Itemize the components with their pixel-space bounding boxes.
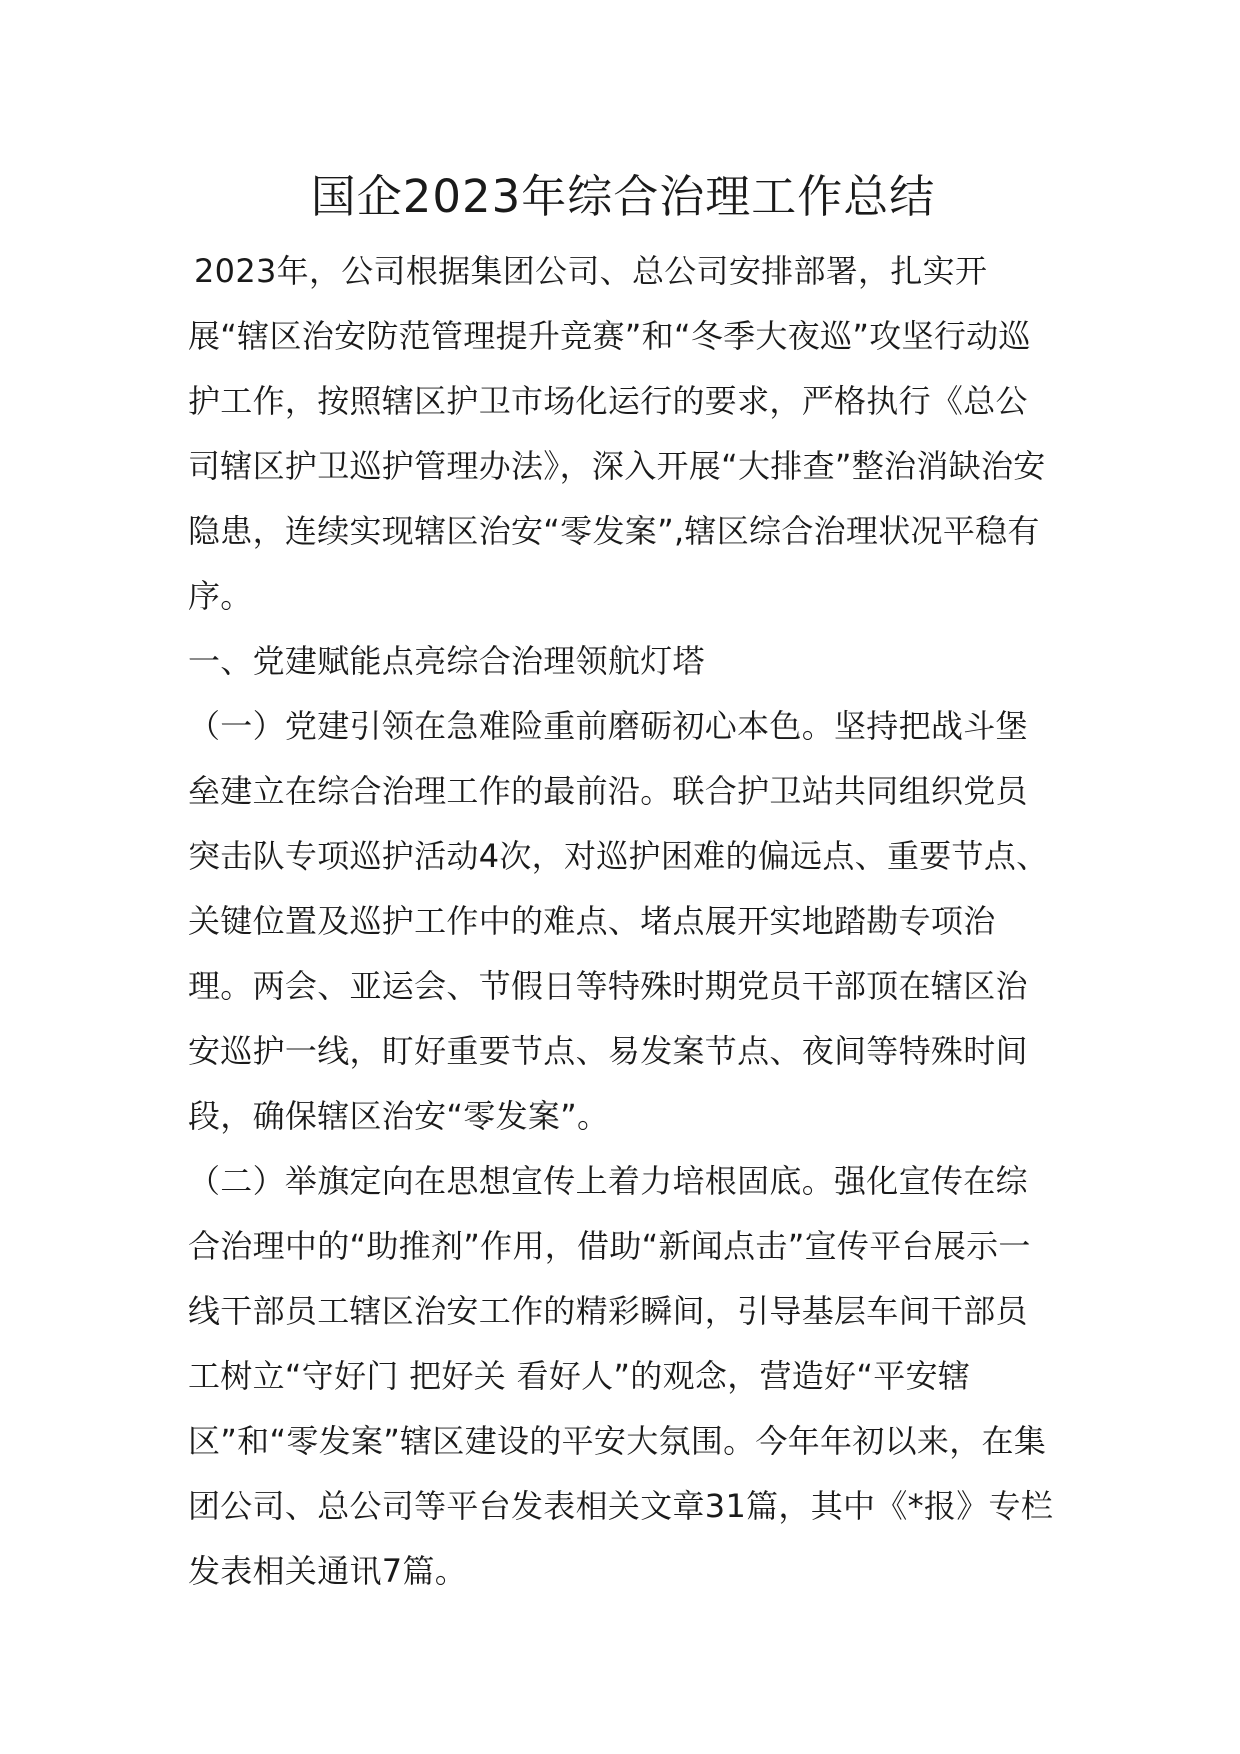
intro-paragraph: 2023年，公司根据集团公司、总公司安排部署，扎实开展“辖区治安防范管理提升竞赛”和“冬季大夜巡”攻坚行动巡护工作，按照辖区护卫市场化运行的要求，严格执行《总公司辖区护卫巡护管理办法》，深入开展“大排查”整治消缺治安隐患，连续实现辖区治安“零发案”,辖区综合治理状况平稳有序。 (188, 252, 1046, 615)
document-title: 国企2023年综合治理工作总结 (310, 170, 936, 223)
section-item-2-paragraph: （二）举旗定向在思想宣传上着力培根固底。强化宣传在综合治理中的“助推剂”作用，借助“新闻点击”宣传平台展示一线干部员工辖区治安工作的精彩瞬间，引导基层车间干部员工树立“守好门 把好关 看好人”的观念，营造好“平安辖区”和“零发案”辖区建设的平安大氛围。今年年初以来，在集团公司、总公司等平台发表相关文章31篇，其中《*报》专栏发表相关通讯7篇。 (188, 1162, 1054, 1590)
section-item-1-paragraph: （一）党建引领在急难险重前磨砺初心本色。坚持把战斗堡垒建立在综合治理工作的最前沿。联合护卫站共同组织党员突击队专项巡护活动4次，对巡护困难的偏远点、重要节点、关键位置及巡护工作中的难点、堵点展开实地踏勘专项治理。两会、亚运会、节假日等特殊时期党员干部顶在辖区治安巡护一线，盯好重要节点、易发案节点、夜间等特殊时间段，确保辖区治安“零发案”。 (188, 707, 1049, 1135)
section-heading: 一、党建赋能点亮综合治理领航灯塔 (188, 642, 705, 680)
document-page (188, 155, 1058, 1604)
